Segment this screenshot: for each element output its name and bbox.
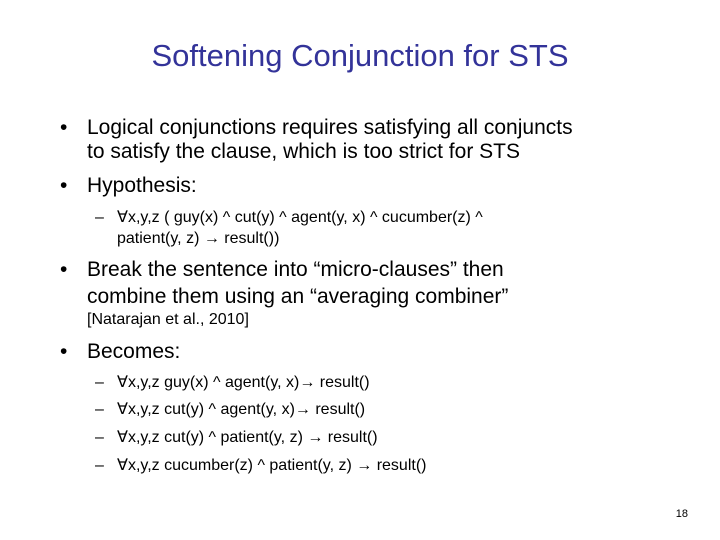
page-number: 18 (675, 508, 688, 520)
dash-mark: – (95, 457, 104, 474)
bullet-text-line2: combine them using an “averaging combiner” (87, 285, 509, 308)
formula-line1: ∀x,y,z ( guy(x) ^ cut(y) ^ agent(y, x) ^ cucumber(z) ^ (117, 209, 483, 226)
citation: [Natarajan et al., 2010] (87, 311, 249, 328)
dash-mark: – (95, 429, 104, 446)
formula: ∀x,y,z cucumber(z) ^ patient(y, z) → result() (117, 457, 427, 474)
bullet-text-line2: to satisfy the clause, which is too strict for STS (87, 140, 520, 163)
bullet-text: Hypothesis: (87, 174, 197, 197)
formula-line2: patient(y, z) → result()) (117, 230, 280, 247)
dash-mark: – (95, 374, 104, 391)
bullet-mark: • (60, 340, 68, 363)
bullet-text-line1: Break the sentence into “micro-clauses” then (87, 258, 504, 281)
bullet-mark: • (60, 258, 68, 281)
dash-mark: – (95, 401, 104, 418)
formula: ∀x,y,z cut(y) ^ agent(y, x)→ result() (117, 401, 366, 418)
bullet-mark: • (60, 116, 68, 139)
bullet-text-line1: Logical conjunctions requires satisfying all conjuncts (87, 116, 573, 139)
slide-title: Softening Conjunction for STS (151, 38, 569, 73)
formula: ∀x,y,z cut(y) ^ patient(y, z) → result() (117, 429, 378, 446)
bullet-mark: • (60, 174, 68, 197)
formula: ∀x,y,z guy(x) ^ agent(y, x)→ result() (117, 374, 370, 391)
dash-mark: – (95, 209, 104, 226)
bullet-text: Becomes: (87, 340, 181, 363)
